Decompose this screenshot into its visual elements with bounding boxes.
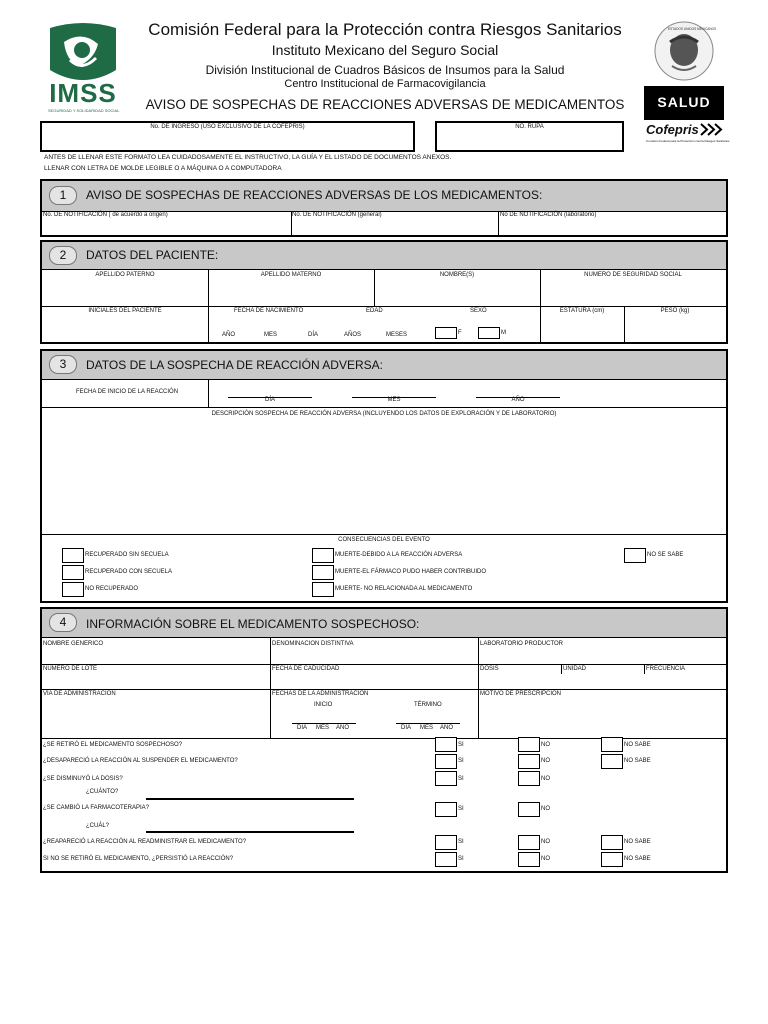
- sexo-f-checkbox[interactable]: [435, 327, 457, 339]
- section-1-title: AVISO DE SOSPECHAS DE REACCIONES ADVERSAS DE LOS MEDICAMENTOS:: [86, 188, 543, 202]
- q-reaparecio-si[interactable]: [435, 835, 457, 850]
- inicio-mes-field[interactable]: MES: [387, 397, 401, 403]
- muerte-contribuido-label: MUERTE-EL FÁRMACO PUDO HABER CONTRIBUIDO: [335, 569, 487, 575]
- sexo-m-label: M: [501, 330, 506, 336]
- peso-field[interactable]: PESO (kg): [660, 308, 690, 314]
- section-3-title: DATOS DE LA SOSPECHA DE REACCIÓN ADVERSA:: [86, 358, 383, 372]
- muerte-no-relacionada-label: MUERTE- NO RELACIONADA AL MEDICAMENTO: [335, 586, 473, 592]
- unidad-field[interactable]: UNIDAD: [563, 666, 587, 672]
- imss-logo: [44, 20, 122, 118]
- apellido-materno-field[interactable]: APELLIDO MATERNO: [260, 272, 322, 278]
- header-title-2: Instituto Mexicano del Seguro Social: [271, 42, 499, 58]
- q-retiro-no[interactable]: [518, 737, 540, 752]
- muerte-contribuido-checkbox[interactable]: [312, 565, 334, 580]
- nac-dia-field[interactable]: DÍA: [308, 332, 319, 338]
- q-cambio: ¿SE CAMBIÓ LA FARMACOTERAPIA?: [43, 805, 150, 811]
- nosabe-label: NO SABE: [624, 742, 651, 748]
- denominacion-field[interactable]: DENOMINACION DISTINTIVA: [272, 641, 354, 647]
- nosabe-label: NO SABE: [624, 839, 651, 845]
- descripcion-textarea[interactable]: [42, 419, 726, 533]
- cual-line[interactable]: [146, 831, 354, 833]
- frecuencia-field[interactable]: FRECUENCIA: [646, 666, 686, 672]
- instructions-line-1: ANTES DE LLENAR ESTE FORMATO LEA CUIDADOSAMENTE EL INSTRUCTIVO, LA GUÍA Y EL LISTADO DE DOCUMENTOS ANEXOS.: [44, 154, 452, 161]
- section-4-title: INFORMACIÓN SOBRE EL MEDICAMENTO SOSPECHOSO:: [86, 617, 420, 631]
- muerte-no-relacionada-checkbox[interactable]: [312, 582, 334, 597]
- admin-inicio-mes[interactable]: MES: [316, 725, 330, 731]
- q-reaparecio-nosabe[interactable]: [601, 835, 623, 850]
- imss-logo-text: IMSS: [49, 78, 117, 108]
- caducidad-field[interactable]: FECHA DE CADUCIDAD: [272, 666, 340, 672]
- section-2-number: 2: [49, 246, 77, 265]
- header-title-1: Comisión Federal para la Protección contra Riesgos Sanitarios: [148, 20, 622, 39]
- si-label: SI: [458, 776, 464, 782]
- salud-logo: [644, 86, 724, 120]
- q-cambio-no[interactable]: [518, 802, 540, 817]
- nac-anio-field[interactable]: AÑO: [222, 332, 236, 338]
- cofepris-logo: [644, 122, 728, 148]
- edad-label: EDAD: [366, 308, 383, 314]
- header-title-3: División Institucional de Cuadros Básicos de Insumos para la Salud: [205, 63, 565, 77]
- q-persistio-no[interactable]: [518, 852, 540, 867]
- q-cuanto: ¿CUÁNTO?: [86, 789, 119, 795]
- no-label: NO: [541, 839, 550, 845]
- descripcion-label: DESCRIPCIÓN SOSPECHA DE REACCIÓN ADVERSA (INCLUYENDO LOS DATOS DE EXPLORACIÓN Y DE LABORATORIO): [211, 411, 557, 417]
- q-persistio-si[interactable]: [435, 852, 457, 867]
- nosabe-label: NO SABE: [624, 856, 651, 862]
- section-3-number: 3: [49, 355, 77, 374]
- nombre-generico-field[interactable]: NOMBRE GENERICO: [43, 641, 104, 647]
- nss-field[interactable]: NUMERO DE SEGURIDAD SOCIAL: [584, 272, 682, 278]
- cofepris-sub: Comisión Federal para la Protección contra Riesgos Sanitarios: [646, 139, 730, 143]
- q-persistio: SI NO SE RETIRÓ EL MEDICAMENTO, ¿PERSISTIÓ LA REACCIÓN?: [43, 856, 234, 862]
- apellido-paterno-field[interactable]: APELLIDO PATERNO: [95, 272, 155, 278]
- instructions-line-2: LLENAR CON LETRA DE MOLDE LEGIBLE O A MÁQUINA O A COMPUTADORA: [44, 165, 282, 172]
- salud-text: SALUD: [657, 94, 711, 110]
- q-cual: ¿CUÁL?: [86, 823, 110, 829]
- recuperado-sin-secuela-checkbox[interactable]: [62, 548, 84, 563]
- fechas-admin-label: FECHAS DE LA ADMINISTRACION: [272, 691, 369, 697]
- q-desaparecio-no[interactable]: [518, 754, 540, 769]
- section-1: [40, 179, 728, 237]
- si-label: SI: [458, 856, 464, 862]
- sexo-f-label: F: [458, 330, 462, 336]
- muerte-reaccion-checkbox[interactable]: [312, 548, 334, 563]
- cuanto-line[interactable]: [146, 798, 354, 800]
- fecha-nacimiento-label: FECHA DE NACIMIENTO: [234, 308, 304, 314]
- cofepris-text: Cofepris: [646, 122, 699, 137]
- nombres-field[interactable]: NOMBRE(S): [439, 272, 475, 278]
- no-recuperado-checkbox[interactable]: [62, 582, 84, 597]
- no-label: NO: [541, 806, 550, 812]
- sexo-label: SEXO: [470, 308, 487, 314]
- si-label: SI: [458, 839, 464, 845]
- q-disminuyo-si[interactable]: [435, 771, 457, 786]
- recuperado-sin-secuela-label: RECUPERADO SIN SECUELA: [85, 552, 169, 558]
- no-se-sabe-checkbox[interactable]: [624, 548, 646, 563]
- section-1-number: 1: [49, 186, 77, 205]
- q-reaparecio: ¿REAPARECIÓ LA REACCIÓN AL READMINISTRAR EL MEDICAMENTO?: [43, 839, 247, 845]
- q-reaparecio-no[interactable]: [518, 835, 540, 850]
- section-4: [40, 607, 728, 873]
- q-disminuyo-no[interactable]: [518, 771, 540, 786]
- si-label: SI: [458, 806, 464, 812]
- no-recuperado-label: NO RECUPERADO: [85, 586, 139, 592]
- q-desaparecio: ¿DESAPARECIÓ LA REACCIÓN AL SUSPENDER EL MEDICAMENTO?: [43, 758, 238, 764]
- laboratorio-field[interactable]: LABORATORIO PRODUCTOR: [480, 641, 564, 647]
- recuperado-con-secuela-checkbox[interactable]: [62, 565, 84, 580]
- no-label: NO: [541, 758, 550, 764]
- fecha-inicio-label: FECHA DE INICIO DE LA REACCIÓN: [76, 389, 179, 395]
- imss-tagline: SEGURIDAD Y SOLIDARIDAD SOCIAL: [48, 108, 120, 113]
- q-retiro-si[interactable]: [435, 737, 457, 752]
- consecuencias-label: CONSECUENCIAS DEL EVENTO: [338, 537, 430, 543]
- motivo-field[interactable]: MOTIVO DE PRESCRIPCION: [480, 691, 562, 697]
- admin-termino-mes[interactable]: MES: [420, 725, 434, 731]
- q-retiro: ¿SE RETIRÓ EL MEDICAMENTO SOSPECHOSO?: [43, 742, 183, 748]
- admin-inicio-dia[interactable]: DIA: [297, 725, 308, 731]
- no-label: NO: [541, 776, 550, 782]
- no-se-sabe-label: NO SE SABE: [647, 552, 684, 558]
- q-desaparecio-nosabe[interactable]: [601, 754, 623, 769]
- admin-termino-ano[interactable]: AÑO: [440, 725, 454, 731]
- nac-mes-field[interactable]: MES: [264, 332, 278, 338]
- edad-meses-field[interactable]: MESES: [386, 332, 408, 338]
- no-label: NO: [541, 742, 550, 748]
- iniciales-field[interactable]: INICIALES DEL PACIENTE: [88, 308, 162, 314]
- inicio-dia-field[interactable]: DÍA: [264, 397, 275, 403]
- ingreso-label: No. DE INGRESO (USO EXCLUSIVO DE LA COFEPRIS): [150, 124, 305, 130]
- q-retiro-nosabe[interactable]: [601, 737, 623, 752]
- form-title: AVISO DE SOSPECHAS DE REACCIONES ADVERSAS DE MEDICAMENTOS: [145, 97, 625, 112]
- notificacion-laboratorio-field[interactable]: No DE NOTIFICACIÓN (laboratorio): [500, 212, 597, 218]
- rupa-label: NO. RUPA: [515, 124, 544, 130]
- mexico-seal: [644, 20, 724, 82]
- q-disminuyo: ¿SE DISMINUYÓ LA DOSIS?: [43, 776, 123, 782]
- section-2-title: DATOS DEL PACIENTE:: [86, 248, 219, 262]
- cofepris-arrows-icon: [700, 123, 724, 136]
- si-label: SI: [458, 742, 464, 748]
- no-label: NO: [541, 856, 550, 862]
- q-persistio-nosabe[interactable]: [601, 852, 623, 867]
- inicio-label: INICIO: [314, 702, 333, 708]
- muerte-reaccion-label: MUERTE-DEBIDO A LA REACCIÓN ADVERSA: [335, 552, 463, 558]
- inicio-anio-field[interactable]: AÑO: [511, 397, 525, 403]
- estatura-field[interactable]: ESTATURA (cm): [559, 308, 605, 314]
- q-desaparecio-si[interactable]: [435, 754, 457, 769]
- seal-text: ESTADOS UNIDOS MEXICANOS: [668, 27, 717, 31]
- header-title-4: Centro Institucional de Farmacovigilancia: [284, 78, 486, 90]
- si-label: SI: [458, 758, 464, 764]
- admin-termino-dia[interactable]: DIA: [401, 725, 412, 731]
- admin-inicio-ano[interactable]: AÑO: [336, 725, 350, 731]
- termino-label: TÉRMINO: [414, 702, 442, 708]
- section-4-number: 4: [49, 613, 77, 632]
- via-field[interactable]: VÍA DE ADMINISTRACION: [43, 691, 116, 697]
- dosis-field[interactable]: DOSIS: [480, 666, 499, 672]
- nosabe-label: NO SABE: [624, 758, 651, 764]
- q-cambio-si[interactable]: [435, 802, 457, 817]
- sexo-m-checkbox[interactable]: [478, 327, 500, 339]
- section-3: [40, 349, 728, 603]
- section-2: [40, 240, 728, 344]
- lote-field[interactable]: NUMERO DE LOTE: [43, 666, 98, 672]
- edad-anios-field[interactable]: AÑOS: [344, 332, 362, 338]
- recuperado-con-secuela-label: RECUPERADO CON SECUELA: [85, 569, 173, 575]
- notificacion-origen-field[interactable]: No. DE NOTIFICACIÓN ( de acuerdo a origen): [43, 212, 168, 218]
- notificacion-general-field[interactable]: No. DE NOTIFICACIÓN (general): [292, 212, 382, 218]
